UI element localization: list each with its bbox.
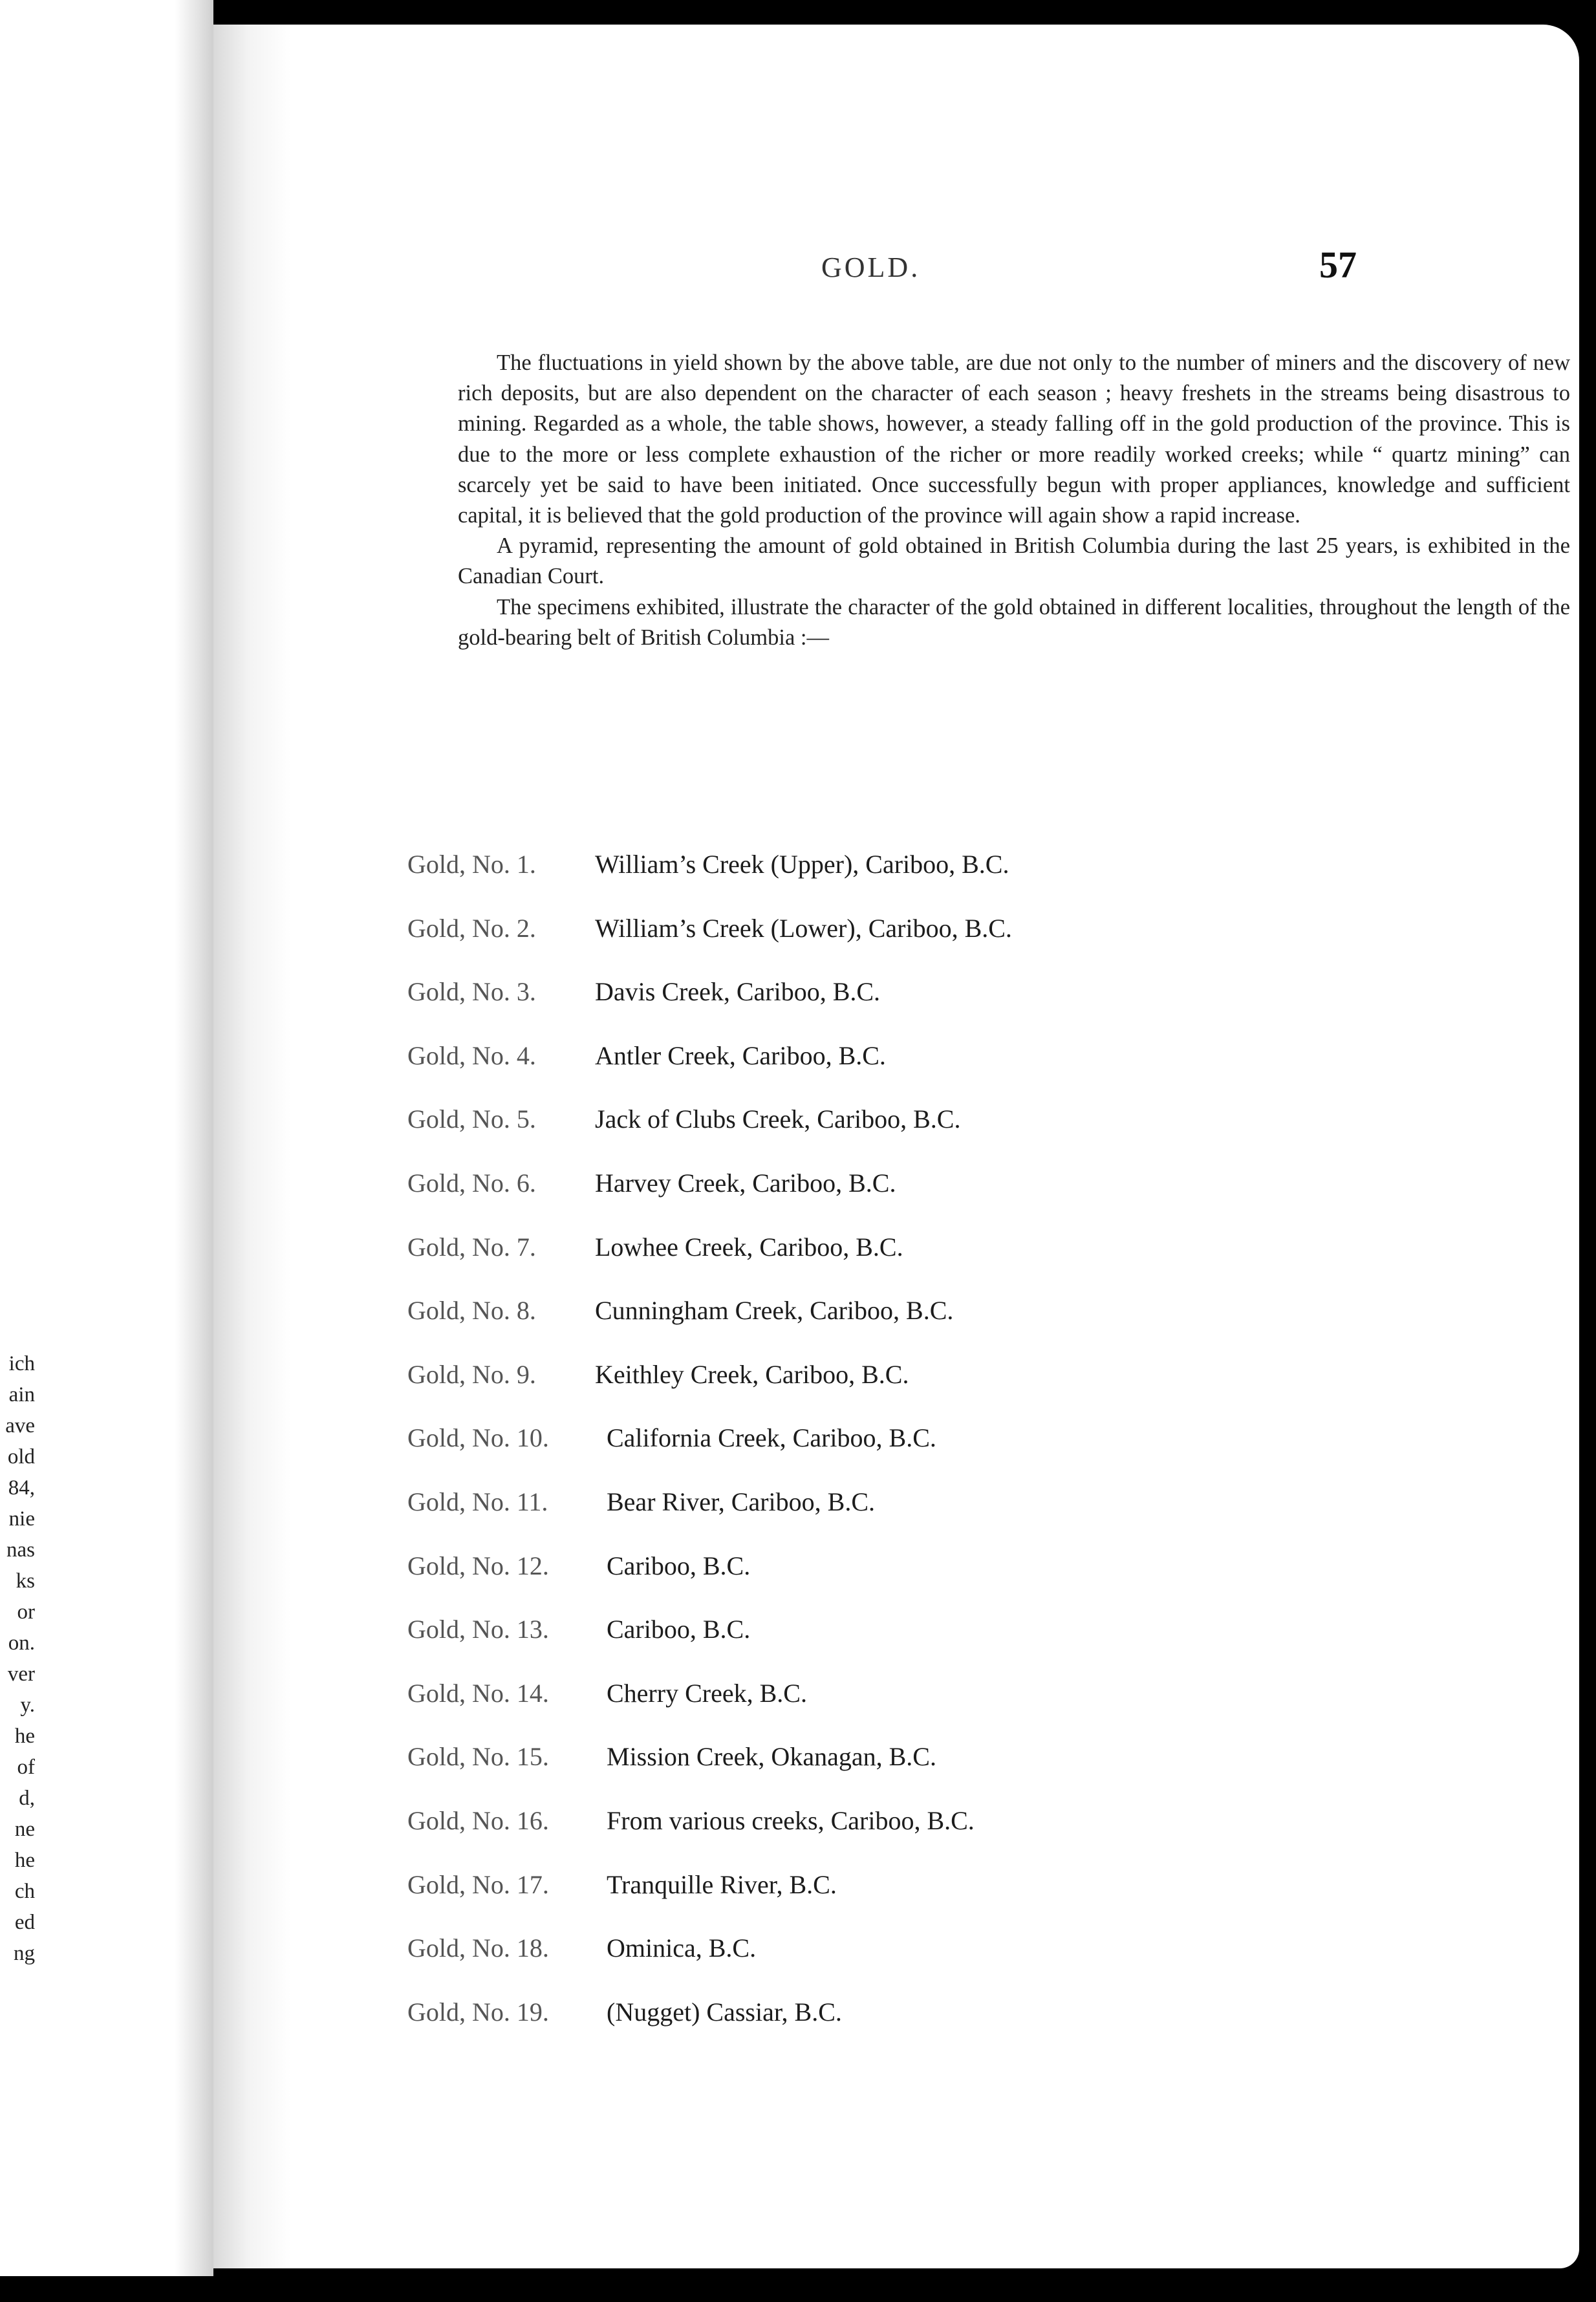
specimen-label: Gold, No. 2. <box>407 913 536 943</box>
page-number: 57 <box>1319 244 1357 286</box>
specimen-item <box>407 1152 1248 1216</box>
previous-page <box>0 0 213 2276</box>
specimen-description: Keithley Creek, Cariboo, B.C. <box>595 1359 909 1389</box>
specimen-description: Davis Creek, Cariboo, B.C. <box>595 977 881 1007</box>
specimen-item <box>407 833 1248 897</box>
specimen-item <box>407 897 1248 961</box>
page-fold-shadow <box>175 0 213 2276</box>
fragment-line: 84, <box>8 1476 35 1500</box>
fragment-line: old <box>7 1445 35 1468</box>
specimen-label: Gold, No. 1. <box>407 850 536 879</box>
fragment-line: ng <box>14 1942 35 1965</box>
fragment-line: nie <box>8 1507 35 1531</box>
specimen-item <box>407 960 1248 1024</box>
specimen-description: Cunningham Creek, Cariboo, B.C. <box>595 1296 954 1326</box>
specimen-item <box>407 1853 1248 1917</box>
fragment-line: of <box>17 1756 35 1779</box>
specimen-description: Cariboo, B.C. <box>607 1615 751 1644</box>
specimen-description: Jack of Clubs Creek, Cariboo, B.C. <box>595 1104 961 1134</box>
specimen-item <box>407 1725 1248 1789</box>
specimen-label: Gold, No. 5. <box>407 1104 536 1134</box>
specimen-label: Gold, No. 6. <box>407 1168 536 1198</box>
previous-page-text-fragments <box>0 1348 39 1969</box>
specimen-description: (Nugget) Cassiar, B.C. <box>607 1997 842 2027</box>
specimen-label: Gold, No. 3. <box>407 977 536 1007</box>
specimen-label: Gold, No. 13. <box>407 1615 549 1644</box>
fragment-line: ne <box>14 1818 35 1841</box>
specimen-description: Tranquille River, B.C. <box>607 1869 837 1899</box>
running-title: GOLD. <box>821 252 921 283</box>
specimen-item <box>407 1981 1248 2045</box>
specimen-description: Bear River, Cariboo, B.C. <box>607 1487 875 1516</box>
fragment-line: y. <box>20 1694 35 1717</box>
paragraph: The fluctuations in yield shown by the above table, are due not only to the number of miners and the discovery of new rich deposits, but are also dependent on the character of each season ; heavy freshets in the streams being disastrous to mining. Regarded as a whole, the table shows, however, a steady falling off in the gold production of the province. This is due to the more or less complete exhaustion of the richer or more readily worked creeks; while “ quartz mining” can scarcely yet be said to have been initiated. Once successfully begun with proper appliances, knowledge and sufficient capital, it is believed that the gold production of the province will again show a rapid increase. <box>458 350 1570 528</box>
specimen-label: Gold, No. 8. <box>407 1296 536 1326</box>
specimen-item <box>407 1470 1248 1534</box>
specimen-item <box>407 1917 1248 1981</box>
specimen-item <box>407 1216 1248 1280</box>
fragment-line: ed <box>14 1911 35 1934</box>
fragment-line: ch <box>14 1880 35 1903</box>
specimen-item <box>407 1598 1248 1662</box>
specimen-label: Gold, No. 14. <box>407 1678 549 1708</box>
specimen-label: Gold, No. 17. <box>407 1869 549 1899</box>
specimen-label: Gold, No. 16. <box>407 1805 549 1835</box>
specimen-description: Cariboo, B.C. <box>607 1551 751 1580</box>
specimen-item <box>407 1279 1248 1343</box>
specimen-description: Mission Creek, Okanagan, B.C. <box>607 1742 936 1772</box>
specimen-description: Cherry Creek, B.C. <box>607 1678 807 1708</box>
specimen-description: Harvey Creek, Cariboo, B.C. <box>595 1168 896 1198</box>
specimen-label: Gold, No. 12. <box>407 1551 549 1580</box>
fragment-line: nas <box>6 1538 35 1562</box>
specimen-description: Ominica, B.C. <box>607 1933 757 1963</box>
specimen-description: California Creek, Cariboo, B.C. <box>607 1423 936 1453</box>
fragment-line: on. <box>8 1631 35 1655</box>
specimen-item <box>407 1789 1248 1853</box>
specimen-label: Gold, No. 9. <box>407 1359 536 1389</box>
specimen-item <box>407 1343 1248 1407</box>
specimen-label: Gold, No. 19. <box>407 1997 549 2027</box>
specimen-description: William’s Creek (Lower), Cariboo, B.C. <box>595 913 1012 943</box>
specimen-label: Gold, No. 4. <box>407 1040 536 1070</box>
page <box>213 25 1579 2268</box>
specimen-item <box>407 1662 1248 1726</box>
specimen-item <box>407 1088 1248 1152</box>
paragraph: A pyramid, representing the amount of gold obtained in British Columbia during the last 25 years, is exhibited in the Canadian Court. <box>458 533 1570 589</box>
specimen-label: Gold, No. 15. <box>407 1742 549 1772</box>
paragraph: The specimens exhibited, illustrate the character of the gold obtained in different localities, throughout the length of the gold-bearing belt of British Columbia :— <box>458 594 1570 650</box>
fragment-line: d, <box>19 1787 35 1810</box>
specimen-description: Lowhee Creek, Cariboo, B.C. <box>595 1232 903 1262</box>
page-gutter-shadow <box>213 25 291 2268</box>
specimen-description: William’s Creek (Upper), Cariboo, B.C. <box>595 850 1009 879</box>
specimen-list <box>407 833 1248 2044</box>
fragment-line: or <box>17 1600 35 1624</box>
specimen-label: Gold, No. 11. <box>407 1487 548 1516</box>
specimen-item <box>407 1024 1248 1088</box>
fragment-line: ks <box>16 1569 35 1593</box>
specimen-label: Gold, No. 10. <box>407 1423 549 1453</box>
fragment-line: ain <box>8 1383 35 1406</box>
specimen-item <box>407 1534 1248 1598</box>
specimen-description: From various creeks, Cariboo, B.C. <box>607 1805 975 1835</box>
body-text <box>458 348 1570 653</box>
fragment-line: ave <box>5 1414 35 1437</box>
fragment-line: he <box>14 1725 35 1748</box>
fragment-line: ich <box>8 1352 35 1375</box>
specimen-label: Gold, No. 7. <box>407 1232 536 1262</box>
fragment-line: ver <box>7 1662 35 1686</box>
fragment-line: he <box>14 1849 35 1872</box>
specimen-description: Antler Creek, Cariboo, B.C. <box>595 1040 886 1070</box>
specimen-item <box>407 1406 1248 1470</box>
specimen-label: Gold, No. 18. <box>407 1933 549 1963</box>
